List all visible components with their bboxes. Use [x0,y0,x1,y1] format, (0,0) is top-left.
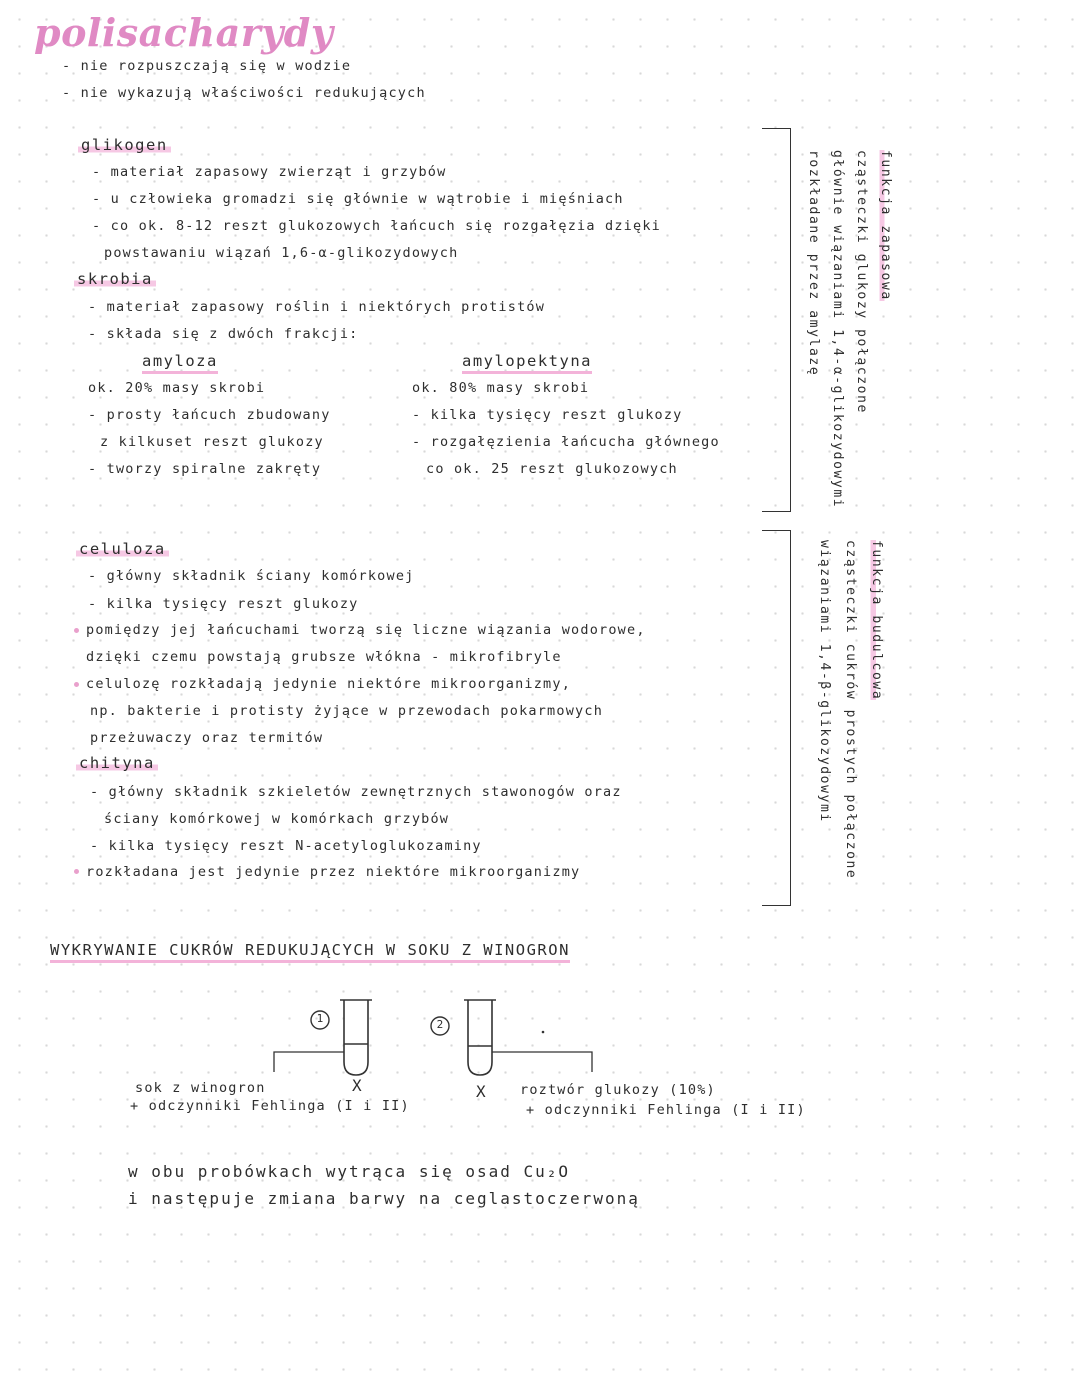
experiment-conclusion: i następuje zmiana barwy na ceglastoczerwoną [128,1189,640,1208]
tube2-mark: X [476,1082,487,1101]
tube1-label: sok z winogron [135,1080,266,1096]
glikogen-line: - materiał zapasowy zwierząt i grzybów [92,164,447,180]
amyloza-line: - prosty łańcuch zbudowany [88,407,331,423]
glikogen-line: powstawaniu wiązań 1,6-α-glikozydowych [104,245,459,261]
glikogen-line: - u człowieka gromadzi się głównie w wątrobie i mięśniach [92,191,624,207]
experiment-conclusion: w obu probówkach wytrąca się osad Cu₂O [128,1162,571,1181]
amylopektyna-line: ok. 80% masy skrobi [412,380,590,396]
side-note-structural: wiązaniami 1,4-β-glikozydowymi [817,540,832,823]
amylopektyna-line: co ok. 25 reszt glukozowych [426,461,678,477]
page-title: polisacharydy [34,10,334,55]
side-note-storage: funkcja zapasowa [878,150,893,301]
tube1-label: + odczynniki Fehlinga (I i II) [130,1098,410,1114]
side-note-storage: cząsteczki glukozy połączone [854,150,869,414]
celuloza-line: np. bakterie i protisty żyjące w przewodach pokarmowych [90,703,604,719]
chityna-line: ściany komórkowej w komórkach grzybów [104,811,450,827]
celuloza-line: dzięki czemu powstają grubsze włókna - mikrofibryle [86,649,562,665]
test-tube-2 [468,1000,492,1075]
tube2-number: 2 [436,1018,445,1031]
celuloza-line: - kilka tysięcy reszt glukozy [88,596,359,612]
amylopektyna-line: - rozgałęzienia łańcucha głównego [412,434,720,450]
celuloza-line: - główny składnik ściany komórkowej [88,568,415,584]
tube1-number: 1 [316,1012,325,1025]
intro-line: - nie wykazują właściwości redukujących [62,85,426,101]
amyloza-line: z kilkuset reszt glukozy [100,434,324,450]
test-tube-1 [344,1000,368,1075]
amyloza-line: - tworzy spiralne zakręty [88,461,322,477]
tube1-mark: X [352,1076,363,1095]
glikogen-heading: glikogen [78,136,171,154]
side-note-structural: cząsteczki cukrów prostych połączone [843,540,858,880]
amyloza-line: ok. 20% masy skrobi [88,380,266,396]
skrobia-line: - materiał zapasowy roślin i niektórych protistów [88,299,546,315]
experiment-heading: WYKRYWANIE CUKRÓW REDUKUJĄCYCH W SOKU Z WINOGRON [50,941,570,959]
side-note-storage: głównie wiązaniami 1,4-α-glikozydowymi [830,150,845,509]
side-note-storage: rozkładane przez amylazę [806,150,821,377]
tube2-label: + odczynniki Fehlinga (I i II) [526,1102,806,1118]
amylopektyna-heading: amylopektyna [462,352,592,370]
chityna-line: - główny składnik szkieletów zewnętrznych stawonogów oraz [90,784,622,800]
glikogen-line: - co ok. 8-12 reszt glukozowych łańcuch się rozgałęzia dzięki [92,218,661,234]
chityna-line: rozkładana jest jedynie przez niektóre mikroorganizmy [86,864,581,880]
celuloza-line: pomiędzy jej łańcuchami tworzą się liczne wiązania wodorowe, [86,622,646,638]
side-note-structural: funkcja budulcowa [869,540,884,701]
skrobia-line: - składa się z dwóch frakcji: [88,326,359,342]
chityna-heading: chityna [76,754,158,772]
chityna-line: - kilka tysięcy reszt N-acetyloglukozaminy [90,838,482,854]
amylopektyna-line: - kilka tysięcy reszt glukozy [412,407,683,423]
tube2-pointer [492,1052,592,1072]
tube1-pointer [274,1052,344,1072]
skrobia-heading: skrobia [74,270,156,288]
intro-line: - nie rozpuszczają się w wodzie [62,58,352,74]
celuloza-heading: celuloza [76,540,169,558]
celuloza-line: celulozę rozkładają jedynie niektóre mikroorganizmy, [86,676,572,692]
celuloza-line: przeżuwaczy oraz termitów [90,730,324,746]
amyloza-heading: amyloza [142,352,218,370]
tube2-label: roztwór glukozy (10%) [520,1082,716,1098]
